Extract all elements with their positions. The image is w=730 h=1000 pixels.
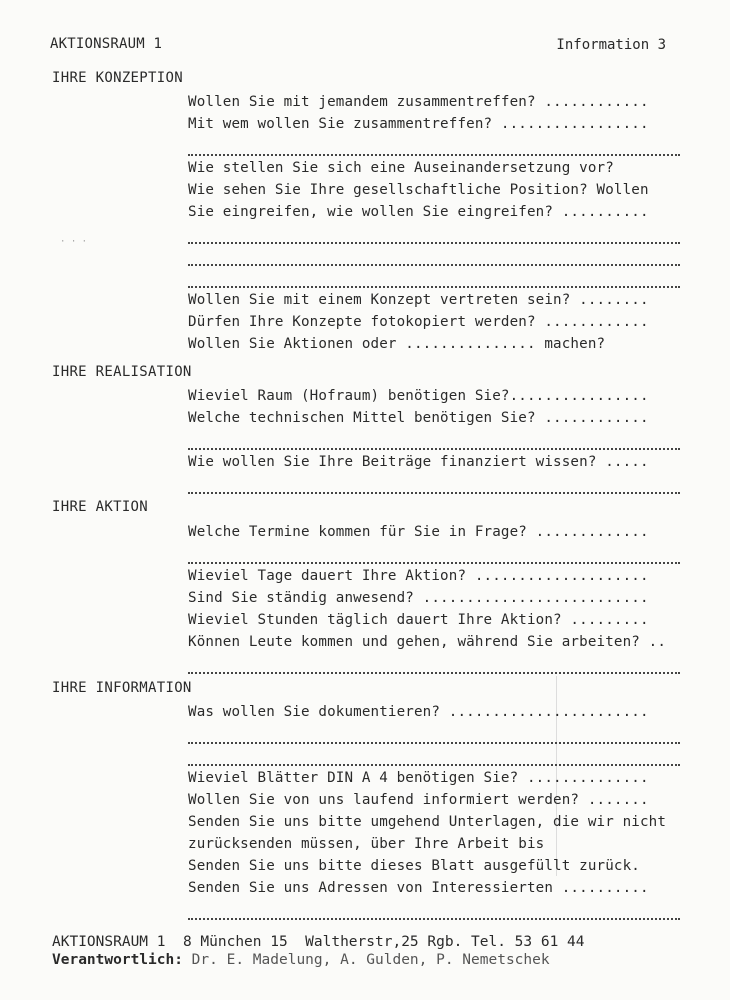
question-line: Wie stellen Sie sich eine Auseinandersetzung vor? [188, 160, 614, 176]
question-line: Mit wem wollen Sie zusammentreffen? ................. [188, 116, 649, 132]
answer-dotted-line[interactable] [188, 430, 680, 450]
answer-dotted-line[interactable] [188, 224, 680, 244]
header-organization: AKTIONSRAUM 1 [50, 36, 163, 52]
question-line: Welche Termine kommen für Sie in Frage? ............. [188, 524, 649, 540]
question-line: Sie eingreifen, wie wollen Sie eingreifen? .......... [188, 204, 649, 220]
question-line: Können Leute kommen und gehen, während Sie arbeiten? .. [188, 634, 667, 650]
answer-dotted-line[interactable] [188, 268, 680, 288]
footer-responsible-names: Dr. E. Madelung, A. Gulden, P. Nemetschek [182, 952, 550, 968]
question-line: Wieviel Raum (Hofraum) benötigen Sie?................ [188, 388, 649, 404]
footer-responsible-label: Verantwortlich: [52, 952, 183, 968]
header-info-number: Information 3 [556, 37, 666, 53]
section-title-konzeption: IHRE KONZEPTION [52, 70, 183, 86]
question-line: Senden Sie uns Adressen von Interessierten .......... [188, 880, 649, 896]
question-line: Wollen Sie Aktionen oder ............... machen? [188, 336, 606, 352]
answer-dotted-line[interactable] [188, 654, 680, 674]
question-line: Wieviel Blätter DIN A 4 benötigen Sie? .............. [188, 770, 649, 786]
question-line: Senden Sie uns bitte dieses Blatt ausgefüllt zurück. [188, 858, 640, 874]
answer-dotted-line[interactable] [188, 746, 680, 766]
question-line: Wieviel Stunden täglich dauert Ihre Aktion? ......... [188, 612, 649, 628]
question-line: Sind Sie ständig anwesend? .......................... [188, 590, 649, 606]
paper-smudge: · · · [60, 237, 88, 247]
answer-dotted-line[interactable] [188, 246, 680, 266]
question-line: Wollen Sie mit einem Konzept vertreten sein? ........ [188, 292, 649, 308]
question-line: zurücksenden müssen, über Ihre Arbeit bis [188, 836, 545, 852]
question-line: Wollen Sie mit jemandem zusammentreffen? ............ [188, 94, 649, 110]
footer-responsible [52, 952, 550, 968]
question-line: Wieviel Tage dauert Ihre Aktion? .................... [188, 568, 649, 584]
question-line: Wollen Sie von uns laufend informiert werden? ....... [188, 792, 649, 808]
answer-dotted-line[interactable] [188, 724, 680, 744]
question-line: Dürfen Ihre Konzepte fotokopiert werden? ............ [188, 314, 649, 330]
section-title-information: IHRE INFORMATION [52, 680, 192, 696]
section-title-realisation: IHRE REALISATION [52, 364, 192, 380]
question-line: Welche technischen Mittel benötigen Sie? ............ [188, 410, 649, 426]
question-line: Wie wollen Sie Ihre Beiträge finanziert wissen? ..... [188, 454, 649, 470]
question-line: Senden Sie uns bitte umgehend Unterlagen, die wir nicht [188, 814, 667, 830]
question-line: Was wollen Sie dokumentieren? ....................... [188, 704, 649, 720]
answer-dotted-line[interactable] [188, 474, 680, 494]
answer-dotted-line[interactable] [188, 544, 680, 564]
answer-dotted-line[interactable] [188, 900, 680, 920]
question-line: Wie sehen Sie Ihre gesellschaftliche Position? Wollen [188, 182, 649, 198]
answer-dotted-line[interactable] [188, 136, 680, 156]
section-title-aktion: IHRE AKTION [52, 499, 149, 515]
footer-address: AKTIONSRAUM 1 8 München 15 Waltherstr,25 Rgb. Tel. 53 61 44 [52, 934, 585, 950]
